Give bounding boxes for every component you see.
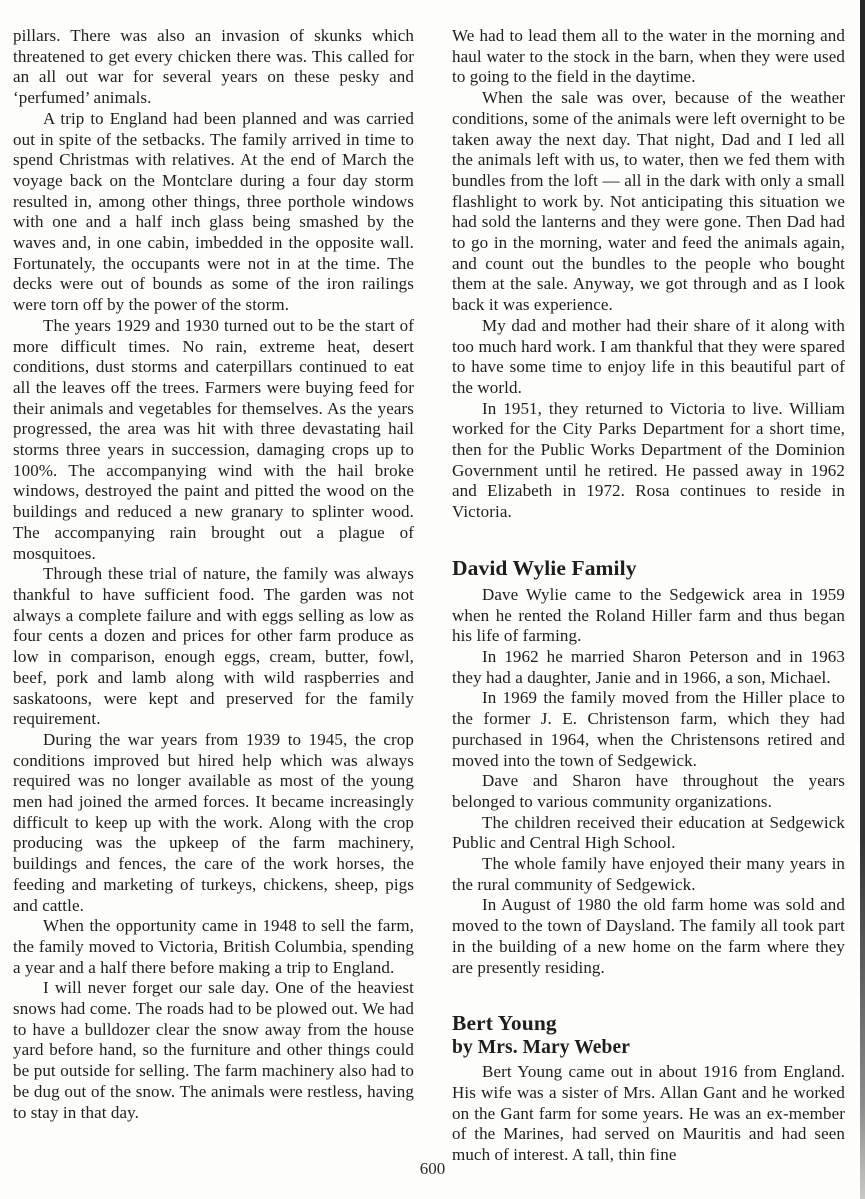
paragraph: Through these trial of nature, the family was always thankful to have sufficient food. The garden was not always a complete failure and with eggs selling as low as four cents a dozen and prices for other farm produce as low in comparison, enough eggs, cream, butter, fowl, beef, pork and lamb along with wild raspberries and saskatoons, were kept and preserved for the family requirement. (13, 564, 414, 729)
right-column (452, 26, 845, 1166)
paragraph: Bert Young came out in about 1916 from England. His wife was a sister of Mrs. Allan Gant and he worked on the Gant farm for some years. He was an ex-member of the Marines, had served on Mauritis and had seen much of interest. A tall, thin fine (452, 1062, 845, 1165)
paragraph: The years 1929 and 1930 turned out to be the start of more difficult times. No rain, extreme heat, desert conditions, dust storms and caterpillars continued to eat all the leaves off the trees. Farmers were buying feed for their animals and vegetables for themselves. As the years progressed, the area was hit with three devastating hail storms three years in succession, damaging crops up to 100%. The accompanying wind with the hail broke windows, destroyed the paint and pitted the wood on the buildings and reduced a new granary to splinter wood. The accompanying rain brought out a plague of mosquitoes. (13, 315, 414, 563)
left-column (13, 26, 414, 1123)
paragraph: The whole family have enjoyed their many years in the rural community of Sedgewick. (452, 854, 845, 894)
paragraph: Dave and Sharon have throughout the years belonged to various community organizations. (452, 771, 845, 811)
paragraph: We had to lead them all to the water in the morning and haul water to the stock in the barn, when they were used to going to the field in the daytime. (452, 26, 845, 87)
paragraph: My dad and mother had their share of it along with too much hard work. I am thankful that they were spared to have some time to enjoy life in this beautiful part of the world. (452, 315, 845, 397)
paragraph: The children received their education at Sedgewick Public and Central High School. (452, 812, 845, 853)
scan-edge-artifact (860, 0, 865, 1199)
paragraph: Dave Wylie came to the Sedgewick area in 1959 when he rented the Roland Hiller farm and thus began his life of farming. (452, 584, 845, 646)
page-number: 600 (419, 1159, 446, 1178)
section-heading: Bert Young (452, 1011, 557, 1036)
paragraph: When the sale was over, because of the weather conditions, some of the animals were left overnight to be taken away the next day. That night, Dad and I led all the animals left with us, to water, then we fed them with bundles from the loft — all in the dark with only a small flashlight to work by. Not anticipating this situation we had sold the lanterns and they were gone. Then Dad had to go in the morning, water and feed the animals again, and count out the bundles to the people who bought them at the sale. Anyway, we got through and as I look back it was experience. (452, 88, 845, 315)
paragraph: In 1951, they returned to Victoria to live. William worked for the City Parks Department for a short time, then for the Public Works Department of the Dominion Government until he retired. He passed away in 1962 and Elizabeth in 1972. Rosa continues to reside in Victoria. (452, 398, 845, 522)
paragraph: During the war years from 1939 to 1945, the crop conditions improved but hired help which was always required was no longer available as most of the young men had joined the armed forces. It became increasingly difficult to keep up with the work. Along with the crop producing was the upkeep of the farm machinery, buildings and fences, the care of the work horses, the feeding and marketing of turkeys, chickens, sheep, pigs and cattle. (13, 729, 414, 915)
paragraph: In 1969 the family moved from the Hiller place to the former J. E. Christenson farm, which they had purchased in 1964, when the Christensons retired and moved into the town of Sedgewick. (452, 688, 845, 770)
paragraph: In August of 1980 the old farm home was sold and moved to the town of Daysland. The family all took part in the building of a new home on the farm where they are presently residing. (452, 895, 845, 977)
paragraph: pillars. There was also an invasion of skunks which threatened to get every chicken there was. This called for an all out war for several years on these pesky and ‘perfumed’ animals. (13, 26, 414, 108)
paragraph: In 1962 he married Sharon Peterson and in 1963 they had a daughter, Janie and in 1966, a son, Michael. (452, 646, 845, 687)
paragraph: When the opportunity came in 1948 to sell the farm, the family moved to Victoria, British Columbia, spending a year and a half there before making a trip to England. (13, 916, 414, 977)
paragraph: A trip to England had been planned and was carried out in spite of the setbacks. The family arrived in time to spend Christmas with relatives. At the end of March the voyage back on the Montclare during a four day storm resulted in, among other things, three porthole windows with one and a half inch glass being smashed by the waves and, in one cabin, imbedded in the opposite wall. Fortunately, the occupants were not in at the time. The decks were out of bounds as some of the iron railings were torn off by the power of the storm. (13, 108, 414, 315)
paragraph: I will never forget our sale day. One of the heaviest snows had come. The roads had to be plowed out. We had to have a bulldozer clear the snow away from the house yard before hand, so the furniture and other things could be put outside for selling. The farm machinery also had to be dug out of the snow. The animals were restless, having to stay in that day. (13, 978, 414, 1122)
section-heading: David Wylie Family (452, 555, 637, 580)
byline: by Mrs. Mary Weber (452, 1037, 630, 1059)
